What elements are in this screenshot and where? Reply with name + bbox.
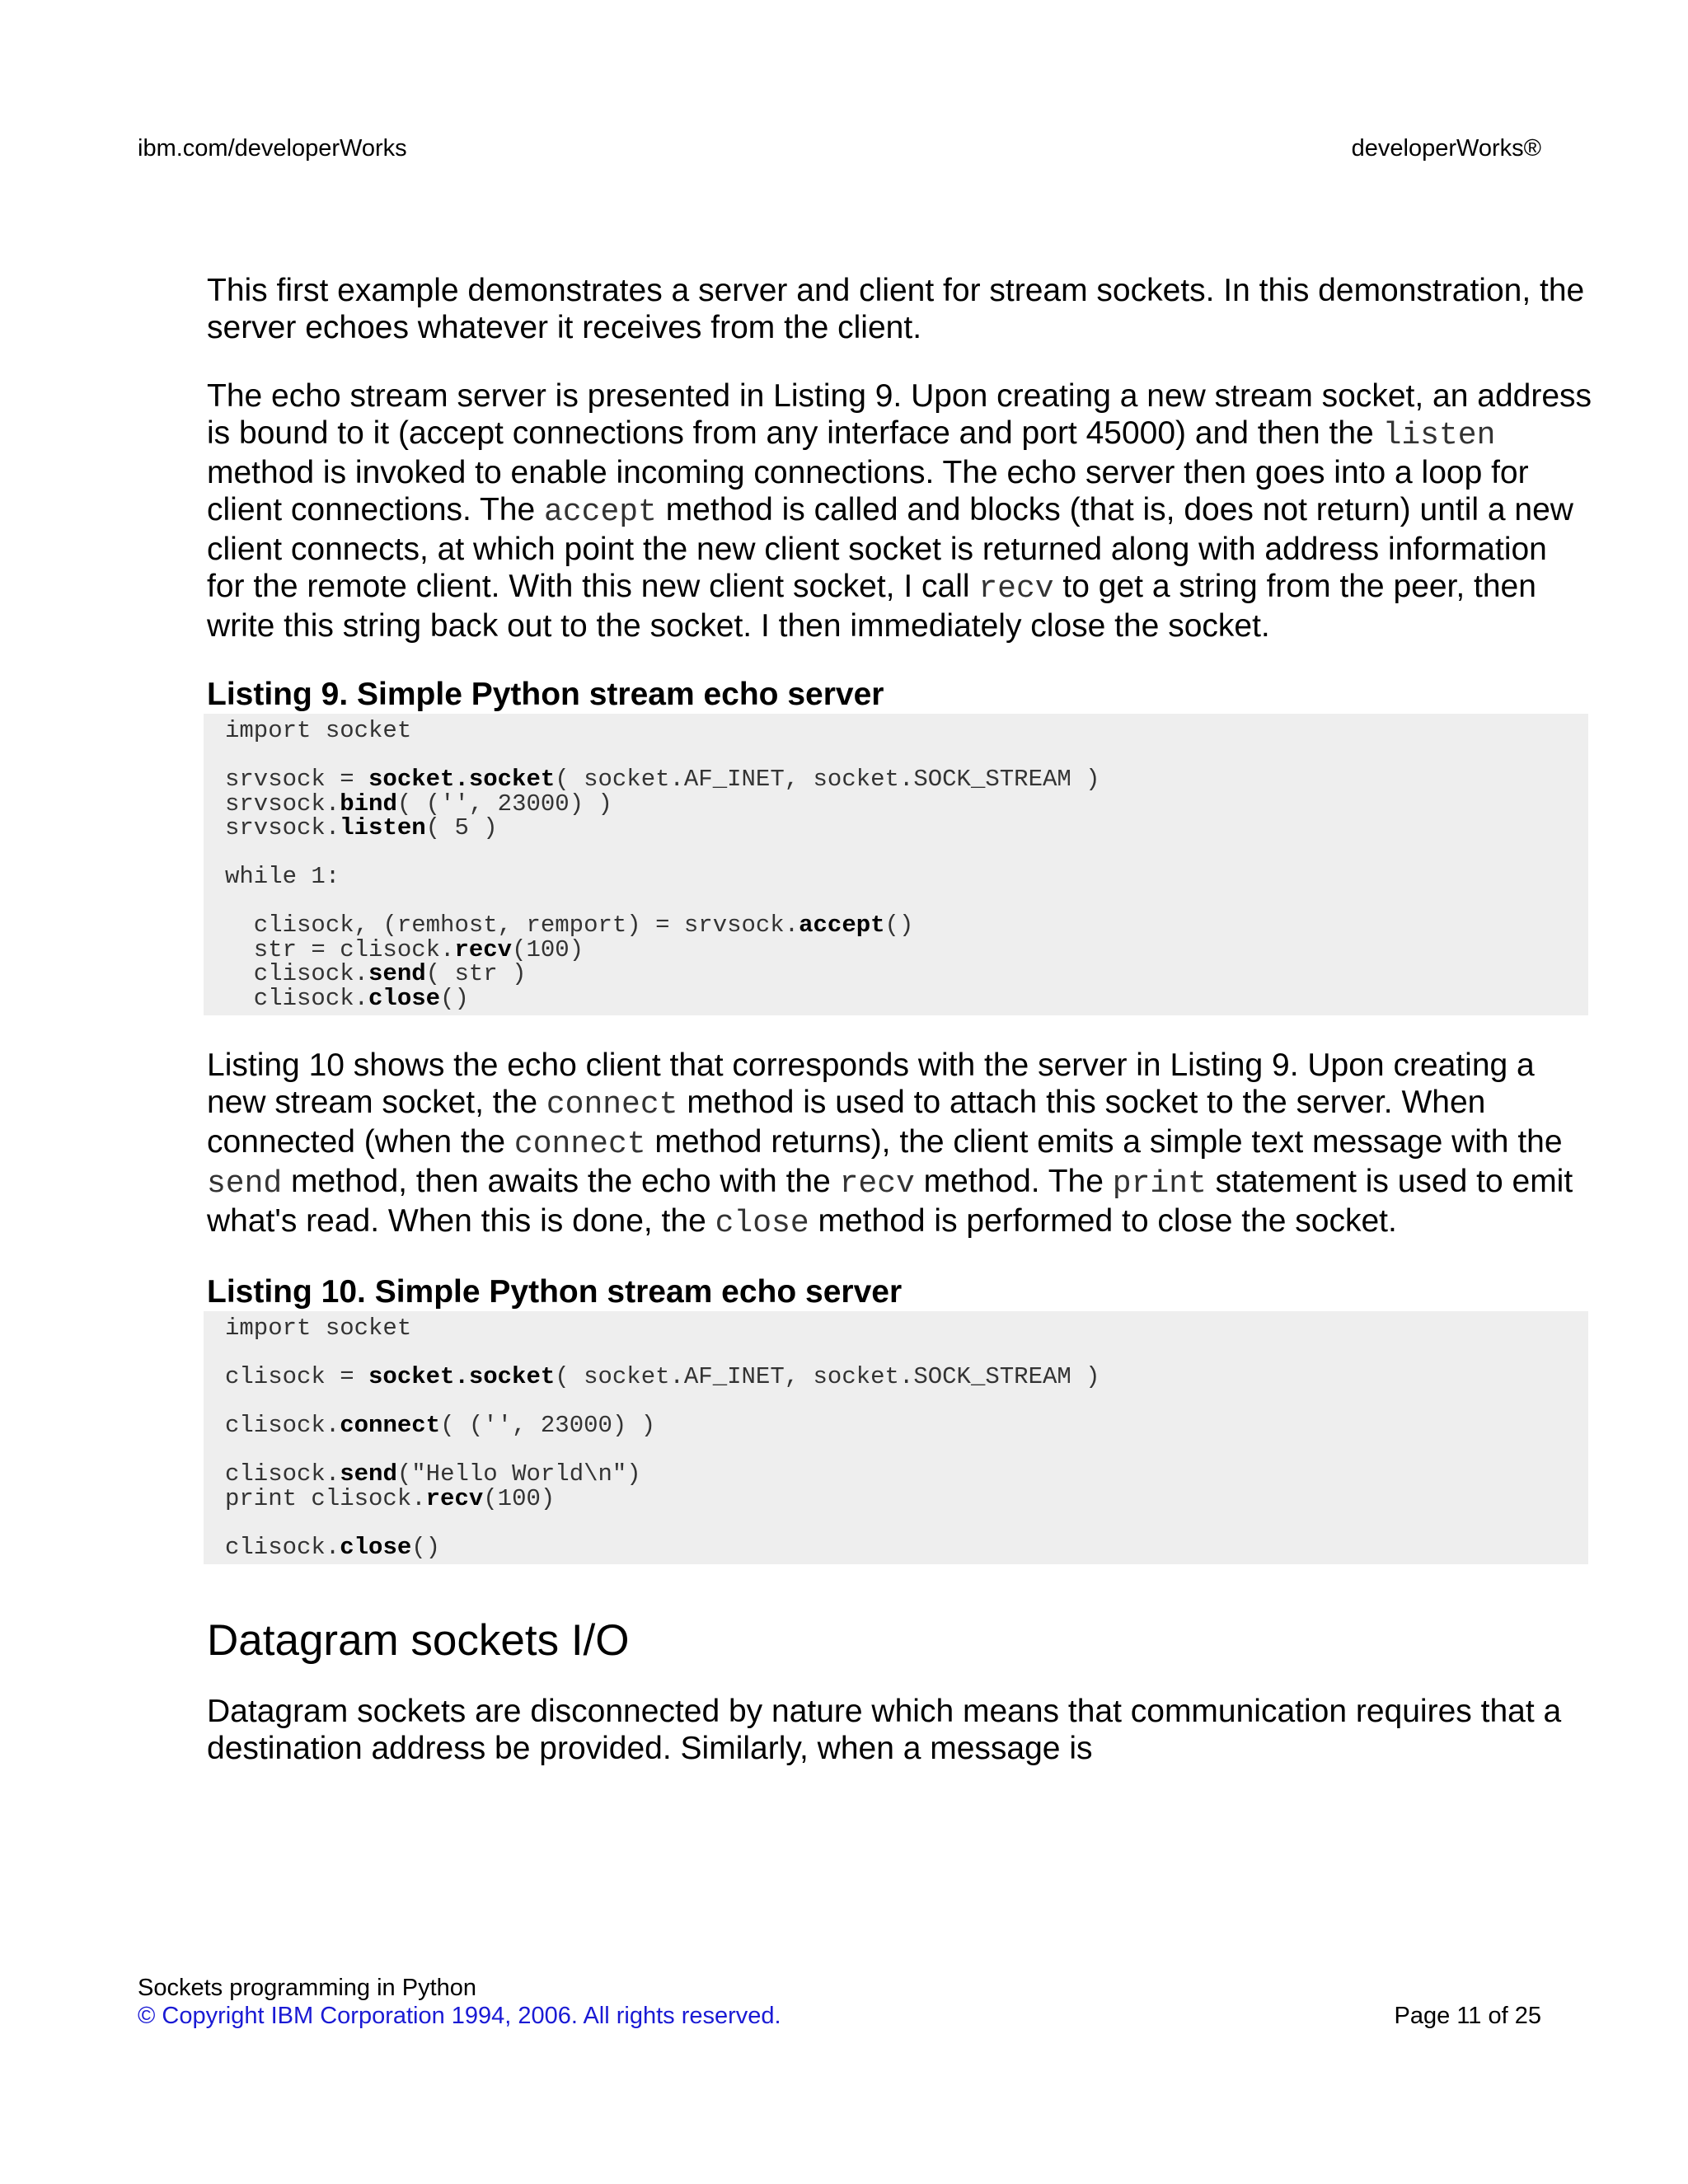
code-text: str = clisock. (225, 935, 455, 963)
inline-code-recv: recv (839, 1166, 915, 1202)
footer-document-title: Sockets programming in Python (138, 1975, 477, 2001)
text-run: method returns), the client emits a simple text message with the (645, 1124, 1563, 1160)
code-text: srvsock. (225, 814, 340, 841)
listing-10-title: Listing 10. Simple Python stream echo server (207, 1274, 903, 1310)
header-site-link[interactable]: ibm.com/developerWorks (138, 135, 407, 162)
code-line: import socket (225, 717, 412, 744)
listing-9-code (204, 714, 1588, 1015)
code-keyword: recv (425, 1484, 484, 1512)
text-run: method is performed to close the socket. (809, 1203, 1397, 1239)
listing-10-code (204, 1311, 1588, 1564)
code-text: () (884, 912, 914, 939)
code-keyword: listen (340, 814, 426, 841)
footer-copyright-link[interactable]: © Copyright IBM Corporation 1994, 2006. All rights reserved. (138, 2003, 781, 2029)
datagram-paragraph: Datagram sockets are disconnected by nature which means that communication requires that a destination address be provided. Similarly, when a message is (207, 1694, 1562, 1766)
code-text: ( str ) (425, 960, 527, 987)
client-description-paragraph (207, 1047, 1592, 1242)
server-description-paragraph (207, 377, 1592, 644)
code-text: clisock. (225, 984, 369, 1012)
intro-paragraph: This first example demonstrates a server and client for stream sockets. In this demonstration, the server echoes whatever it receives from the client. (207, 273, 1585, 345)
footer-page-number: Page 11 of 25 (1394, 2003, 1541, 2029)
code-text: ( 5 ) (425, 814, 498, 841)
code-text: ( ('', 23000) ) (396, 790, 612, 818)
inline-code-close: close (715, 1206, 809, 1241)
code-text: ( socket.AF_INET, socket.SOCK_STREAM ) (555, 766, 1100, 793)
text-run: statement is used to emit what's read. When this is done, the (207, 1164, 1573, 1239)
code-text: (100) (483, 1484, 556, 1512)
inline-code-connect: connect (513, 1127, 646, 1162)
listing-9-title: Listing 9. Simple Python stream echo server (207, 677, 884, 712)
code-keyword: close (340, 1533, 412, 1561)
inline-code-listen: listen (1382, 418, 1496, 453)
code-text: clisock. (225, 1533, 340, 1561)
code-text: clisock. (225, 1460, 340, 1488)
code-keyword: bind (340, 790, 397, 818)
header-brand: developerWorks® (1351, 135, 1541, 162)
code-text: ( socket.AF_INET, socket.SOCK_STREAM ) (555, 1363, 1100, 1390)
code-keyword: accept (799, 912, 885, 939)
text-run: method, then awaits the echo with the (282, 1164, 840, 1199)
inline-code-connect: connect (546, 1087, 678, 1122)
text-run: method is invoked to enable incoming connections. The echo server then goes into a loop for client connections. The (207, 455, 1529, 527)
code-text: clisock, (remhost, remport) = srvsock. (225, 912, 799, 939)
code-text: clisock. (225, 1412, 340, 1439)
code-keyword: recv (454, 935, 513, 963)
code-keyword: connect (340, 1412, 441, 1439)
section-heading: Datagram sockets I/O (207, 1616, 630, 1665)
text-run: Listing 10 shows the echo client that corresponds with the server in Listing 9. Upon creating a new stream socket, the (207, 1047, 1535, 1120)
inline-code-accept: accept (544, 494, 657, 530)
code-text: clisock = (225, 1363, 369, 1390)
text-run: method is called and blocks (that is, does not return) until a new client connects, at which point the new client socket is returned along with address information for the remote client. With this new client socket, I call (207, 492, 1573, 604)
text-run: The echo stream server is presented in Listing 9. Upon creating a new stream socket, an address is bound to it (accept connections from any interface and port 45000) and then the (207, 378, 1592, 451)
inline-code-send: send (207, 1166, 283, 1202)
code-keyword: socket.socket (368, 766, 556, 793)
inline-code-recv: recv (978, 571, 1054, 607)
inline-code-print: print (1112, 1166, 1207, 1202)
code-text: srvsock = (225, 766, 369, 793)
text-run: to get a string from the peer, then write this string back out to the socket. I then immediately close the socket. (207, 569, 1536, 644)
code-keyword: send (368, 960, 426, 987)
code-text: () (440, 984, 469, 1012)
code-text: srvsock. (225, 790, 340, 818)
code-text: clisock. (225, 960, 369, 987)
text-run: method is used to attach this socket to the server. When connected (when the (207, 1085, 1486, 1160)
article-body (207, 272, 1592, 1798)
code-keyword: send (340, 1460, 397, 1488)
text-run: method. The (914, 1164, 1113, 1199)
code-line: import socket (225, 1315, 412, 1342)
code-text: () (411, 1533, 441, 1561)
code-text: (100) (512, 935, 584, 963)
code-line: while 1: (225, 863, 340, 890)
code-text: ( ('', 23000) ) (440, 1412, 656, 1439)
code-text: print clisock. (225, 1484, 426, 1512)
code-text: ("Hello World\n") (396, 1460, 641, 1488)
code-keyword: socket.socket (368, 1363, 556, 1390)
code-keyword: close (368, 984, 441, 1012)
